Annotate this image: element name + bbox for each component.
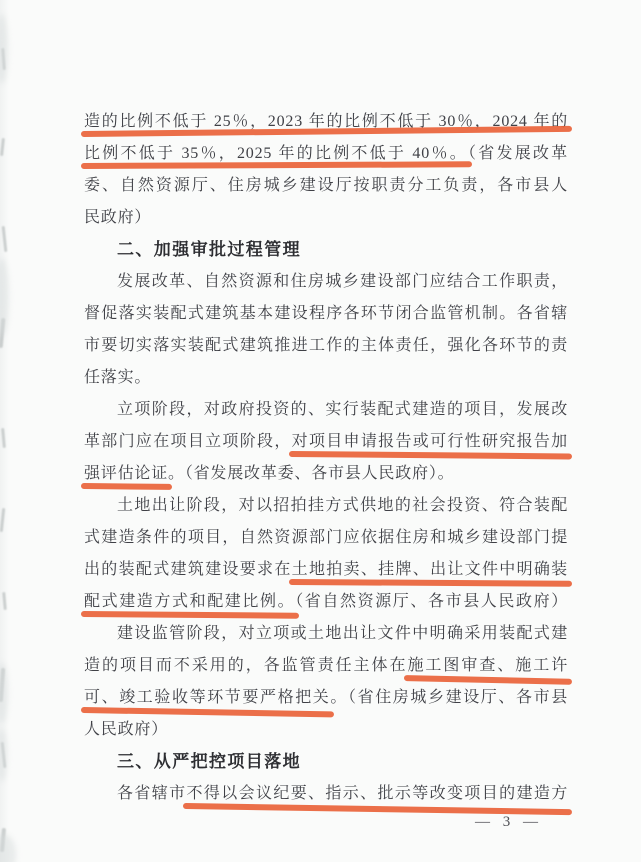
section-heading	[84, 234, 568, 266]
text-line	[84, 554, 568, 586]
text-segment: 二、加强审批过程管理	[117, 240, 301, 259]
text-segment: 委、自然资源厅、住房城乡建设厅按职责分工负责，各市县人	[84, 177, 568, 194]
underlined-text-segment: 可、竣工验收等环节要严格把关	[84, 689, 331, 706]
text-line	[84, 362, 568, 394]
text-segment: （省自然资源厅、各市县人民政府）	[295, 593, 568, 610]
text-segment: （省发展改革	[467, 145, 568, 162]
text-segment: 造的项目而不采用的，各监管责任主体在	[84, 657, 408, 674]
text-line	[84, 170, 568, 202]
underlined-text-segment: 强评估论证	[84, 465, 169, 482]
text-segment: 各省辖市	[117, 785, 187, 802]
text-segment: 立项阶段，对政府投资的、实行装配式建造的项目，发展改	[117, 401, 568, 418]
text-segment: 三、从严把控项目落地	[117, 752, 301, 771]
text-segment: 任落实。	[84, 369, 152, 386]
text-segment: 人民政府）	[84, 721, 169, 738]
text-line	[84, 458, 568, 490]
text-line	[84, 394, 568, 426]
text-segment: 建设监管阶段，对立项或土地出让文件中明确采用装配式建	[117, 625, 568, 642]
underlined-text-segment: 不得以会议纪要、指示、批示等改变项目的建造方	[186, 785, 569, 802]
text-segment: 革部门应在项目立项阶段，	[84, 433, 292, 450]
text-line	[84, 490, 568, 522]
text-line	[84, 298, 568, 330]
text-line	[84, 266, 568, 298]
text-line	[84, 586, 568, 618]
underlined-text-segment: 比例不低于 35％，2025 年的比例不低于 40％。	[84, 145, 468, 162]
text-segment: 发展改革、自然资源和住房城乡建设部门应结合工作职责，	[117, 273, 568, 290]
text-segment: 土地出让阶段，对以招拍挂方式供地的社会投资、符合装配	[117, 497, 568, 514]
text-segment: 。（省住房城乡建设厅、各市县	[330, 689, 569, 706]
text-line	[84, 618, 568, 650]
text-line	[84, 682, 568, 714]
text-line	[84, 714, 568, 746]
scan-smudge	[0, 834, 16, 862]
page-number: — 3 —	[475, 814, 539, 830]
underlined-text-segment: 对项目申请报告或可行性研究报告加	[291, 433, 568, 450]
text-segment: 。（省发展改革委、各市县人民政府）。	[168, 465, 455, 482]
text-segment: 督促落实装配式建筑基本建设程序各环节闭合监管机制。各省辖	[84, 305, 568, 322]
text-segment: 式建造条件的项目，自然资源部门应依据住房和城乡建设部门提	[84, 529, 568, 546]
underlined-text-segment: 土地拍卖、挂牌、出让文件中明确装	[291, 561, 568, 578]
underlined-text-segment: 造的比例不低于 25％，2023 年的比例不低于 30％，2024 年的	[84, 113, 568, 130]
section-heading	[84, 746, 568, 778]
text-line	[84, 778, 568, 810]
text-segment: 出的装配式建筑建设要求在	[84, 561, 292, 578]
document-body	[84, 106, 568, 810]
text-line	[84, 106, 568, 138]
text-line	[84, 202, 568, 234]
underlined-text-segment: 配式建造方式和配建比例。	[84, 593, 296, 610]
text-line	[84, 650, 568, 682]
text-line	[84, 426, 568, 458]
text-line	[84, 330, 568, 362]
text-segment: 市要切实落实装配式建筑推进工作的主体责任，强化各环节的责	[84, 337, 568, 354]
text-line	[84, 138, 568, 170]
text-line	[84, 522, 568, 554]
underlined-text-segment: 施工图审查、施工许	[407, 657, 569, 674]
text-segment: 民政府）	[84, 209, 152, 226]
